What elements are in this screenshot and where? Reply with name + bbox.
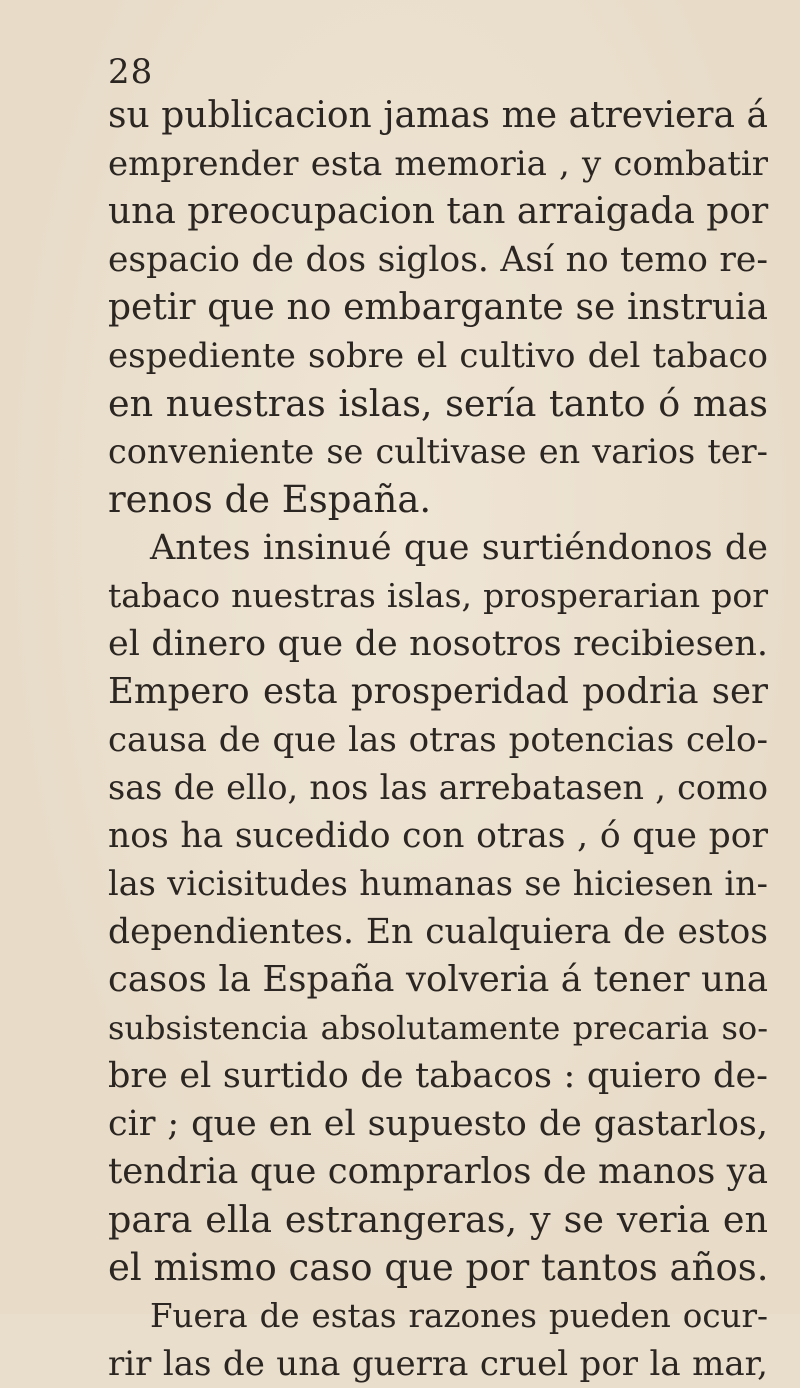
- text-line: Empero esta prosperidad podria ser: [108, 671, 768, 712]
- text-line: en nuestras islas, sería tanto ó mas: [108, 382, 768, 425]
- text-line: subsistencia absolutamente precaria so-: [108, 1009, 768, 1047]
- text-line: tendria que comprarlos de manos ya: [108, 1151, 768, 1192]
- text-line: sas de ello, nos las arrebatasen , como: [108, 768, 768, 807]
- page-number: 28: [108, 52, 154, 92]
- text-line: bre el surtido de tabacos : quiero de-: [108, 1056, 768, 1096]
- text-line: conveniente se cultivase en varios ter-: [108, 432, 768, 471]
- text-line: espediente sobre el cultivo del tabaco: [108, 336, 768, 376]
- text-line: el mismo caso que por tantos años.: [108, 1246, 769, 1289]
- text-line: el dinero que de nosotros recibiesen.: [108, 624, 768, 664]
- text-line: cir ; que en el supuesto de gastarlos,: [108, 1104, 768, 1144]
- text-line: nos ha sucedido con otras , ó que por: [108, 816, 768, 856]
- text-line: Fuera de estas razones pueden ocur-: [150, 1297, 768, 1335]
- text-line: dependientes. En cualquiera de estos: [108, 912, 768, 952]
- text-line: las vicisitudes humanas se hiciesen in-: [108, 864, 768, 903]
- text-line: renos de España.: [108, 478, 432, 521]
- body-text: [108, 92, 768, 1388]
- text-line: una preocupacion tan arraigada por: [108, 191, 769, 232]
- text-line: petir que no embargante se instruia: [108, 287, 768, 328]
- text-line: Antes insinué que surtiéndonos de: [150, 528, 768, 568]
- text-line: espacio de dos siglos. Así no temo re-: [108, 240, 768, 280]
- text-line: rir las de una guerra cruel por la mar,: [108, 1344, 768, 1384]
- text-line: casos la España volveria á tener una: [108, 959, 768, 1000]
- text-line: para ella estrangeras, y se veria en: [108, 1198, 768, 1241]
- text-line: tabaco nuestras islas, prosperarian por: [108, 576, 768, 615]
- text-line: emprender esta memoria , y combatir: [108, 144, 768, 184]
- text-line: su publicacion jamas me atreviera á: [108, 95, 768, 136]
- text-line: causa de que las otras potencias celo-: [108, 720, 768, 760]
